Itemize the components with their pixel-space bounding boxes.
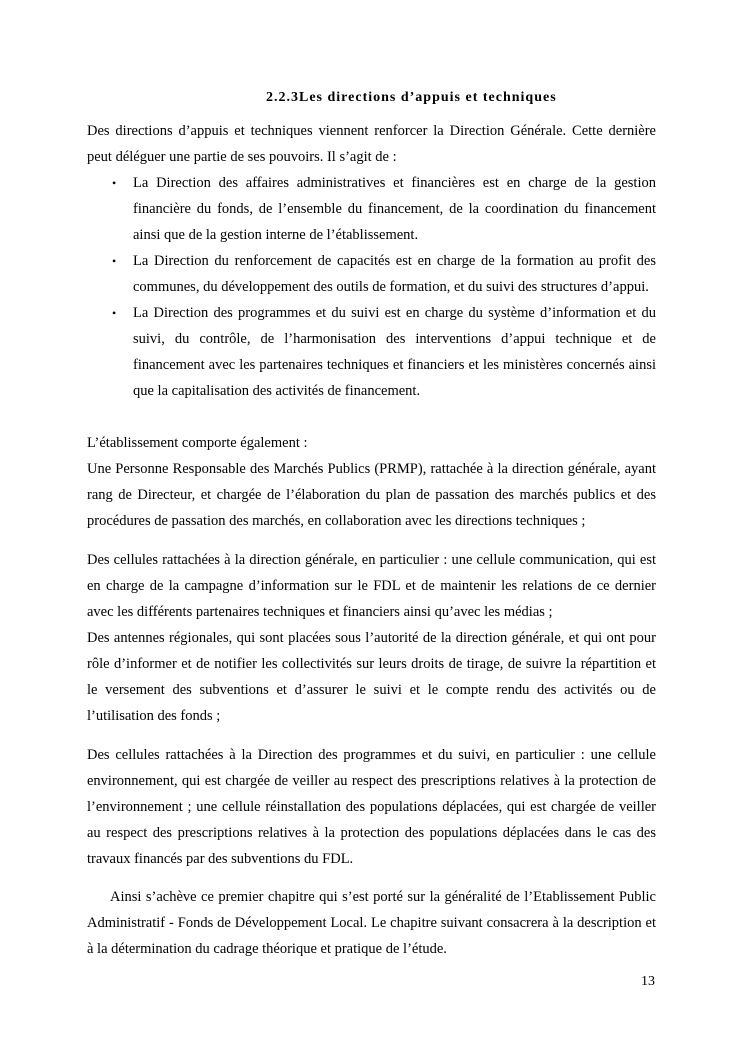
- bullet-icon: •: [112, 176, 117, 190]
- list-item: [87, 300, 656, 404]
- page-number: 13: [641, 974, 655, 989]
- cellules-paragraph: Des cellules rattachées à la direction générale, en particulier : une cellule communication, qui est en charge de la campagne d’information sur le FDL et de maintenir les relations de ce dernier avec les différents partenaires techniques et financiers ainsi qu’avec les médias ;: [87, 552, 656, 620]
- list-item: [87, 170, 656, 248]
- conclusion-paragraph: Ainsi s’achève ce premier chapitre qui s’est porté sur la généralité de l’Etablissement Public Administratif - Fonds de Développement Local. Le chapitre suivant consacrera à la description et à la détermination du cadrage théorique et pratique de l’étude.: [87, 889, 656, 957]
- list-item: [87, 248, 656, 300]
- list-item-text: La Direction du renforcement de capacités est en charge de la formation au profit des communes, du développement des outils de formation, et du suivi des structures d’appui.: [133, 253, 656, 295]
- section-heading: 2.2.3Les directions d’appuis et techniques: [266, 90, 557, 105]
- bullet-icon: •: [112, 254, 117, 268]
- cellules-programmes-paragraph: Des cellules rattachées à la Direction des programmes et du suivi, en particulier : une cellule environnement, qui est chargée de veiller au respect des prescriptions relatives à la protection de l’environnement ; une cellule réinstallation des populations déplacées, qui est chargée de veiller au respect des prescriptions relatives à la protection des populations déplacées dans le cas des travaux financés par des subventions du FDL.: [87, 747, 656, 867]
- antennes-paragraph: Des antennes régionales, qui sont placées sous l’autorité de la direction générale, et qui ont pour rôle d’informer et de notifier les collectivités sur leurs droits de tirage, de suivre la répartition et le versement des subventions et d’assurer le suivi et le compte rendu des activités ou de l’utilisation des fonds ;: [87, 630, 656, 724]
- list-item-text: La Direction des programmes et du suivi est en charge du système d’information et du suivi, du contrôle, de l’harmonisation des interventions d’appui technique et de financement avec les partenaires techniques et financiers et les ministères concernés ainsi que la capitalisation des activités de financement.: [133, 305, 656, 399]
- directions-list: [87, 170, 656, 404]
- bullet-icon: •: [112, 306, 117, 320]
- prmp-paragraph: Une Personne Responsable des Marchés Publics (PRMP), rattachée à la direction générale, ayant rang de Directeur, et chargée de l’élaboration du plan de passation des marchés publics et des procédures de passation des marchés, en collaboration avec les directions techniques ;: [87, 461, 656, 529]
- list-item-text: La Direction des affaires administratives et financières est en charge de la gestion financière du fonds, de l’ensemble du financement, de la coordination du financement ainsi que de la gestion interne de l’établissement.: [133, 175, 656, 243]
- etablissement-paragraph: L’établissement comporte également :: [87, 435, 308, 451]
- intro-paragraph: Des directions d’appuis et techniques viennent renforcer la Direction Générale. Cette dernière peut déléguer une partie de ses pouvoirs. Il s’agit de :: [87, 123, 656, 165]
